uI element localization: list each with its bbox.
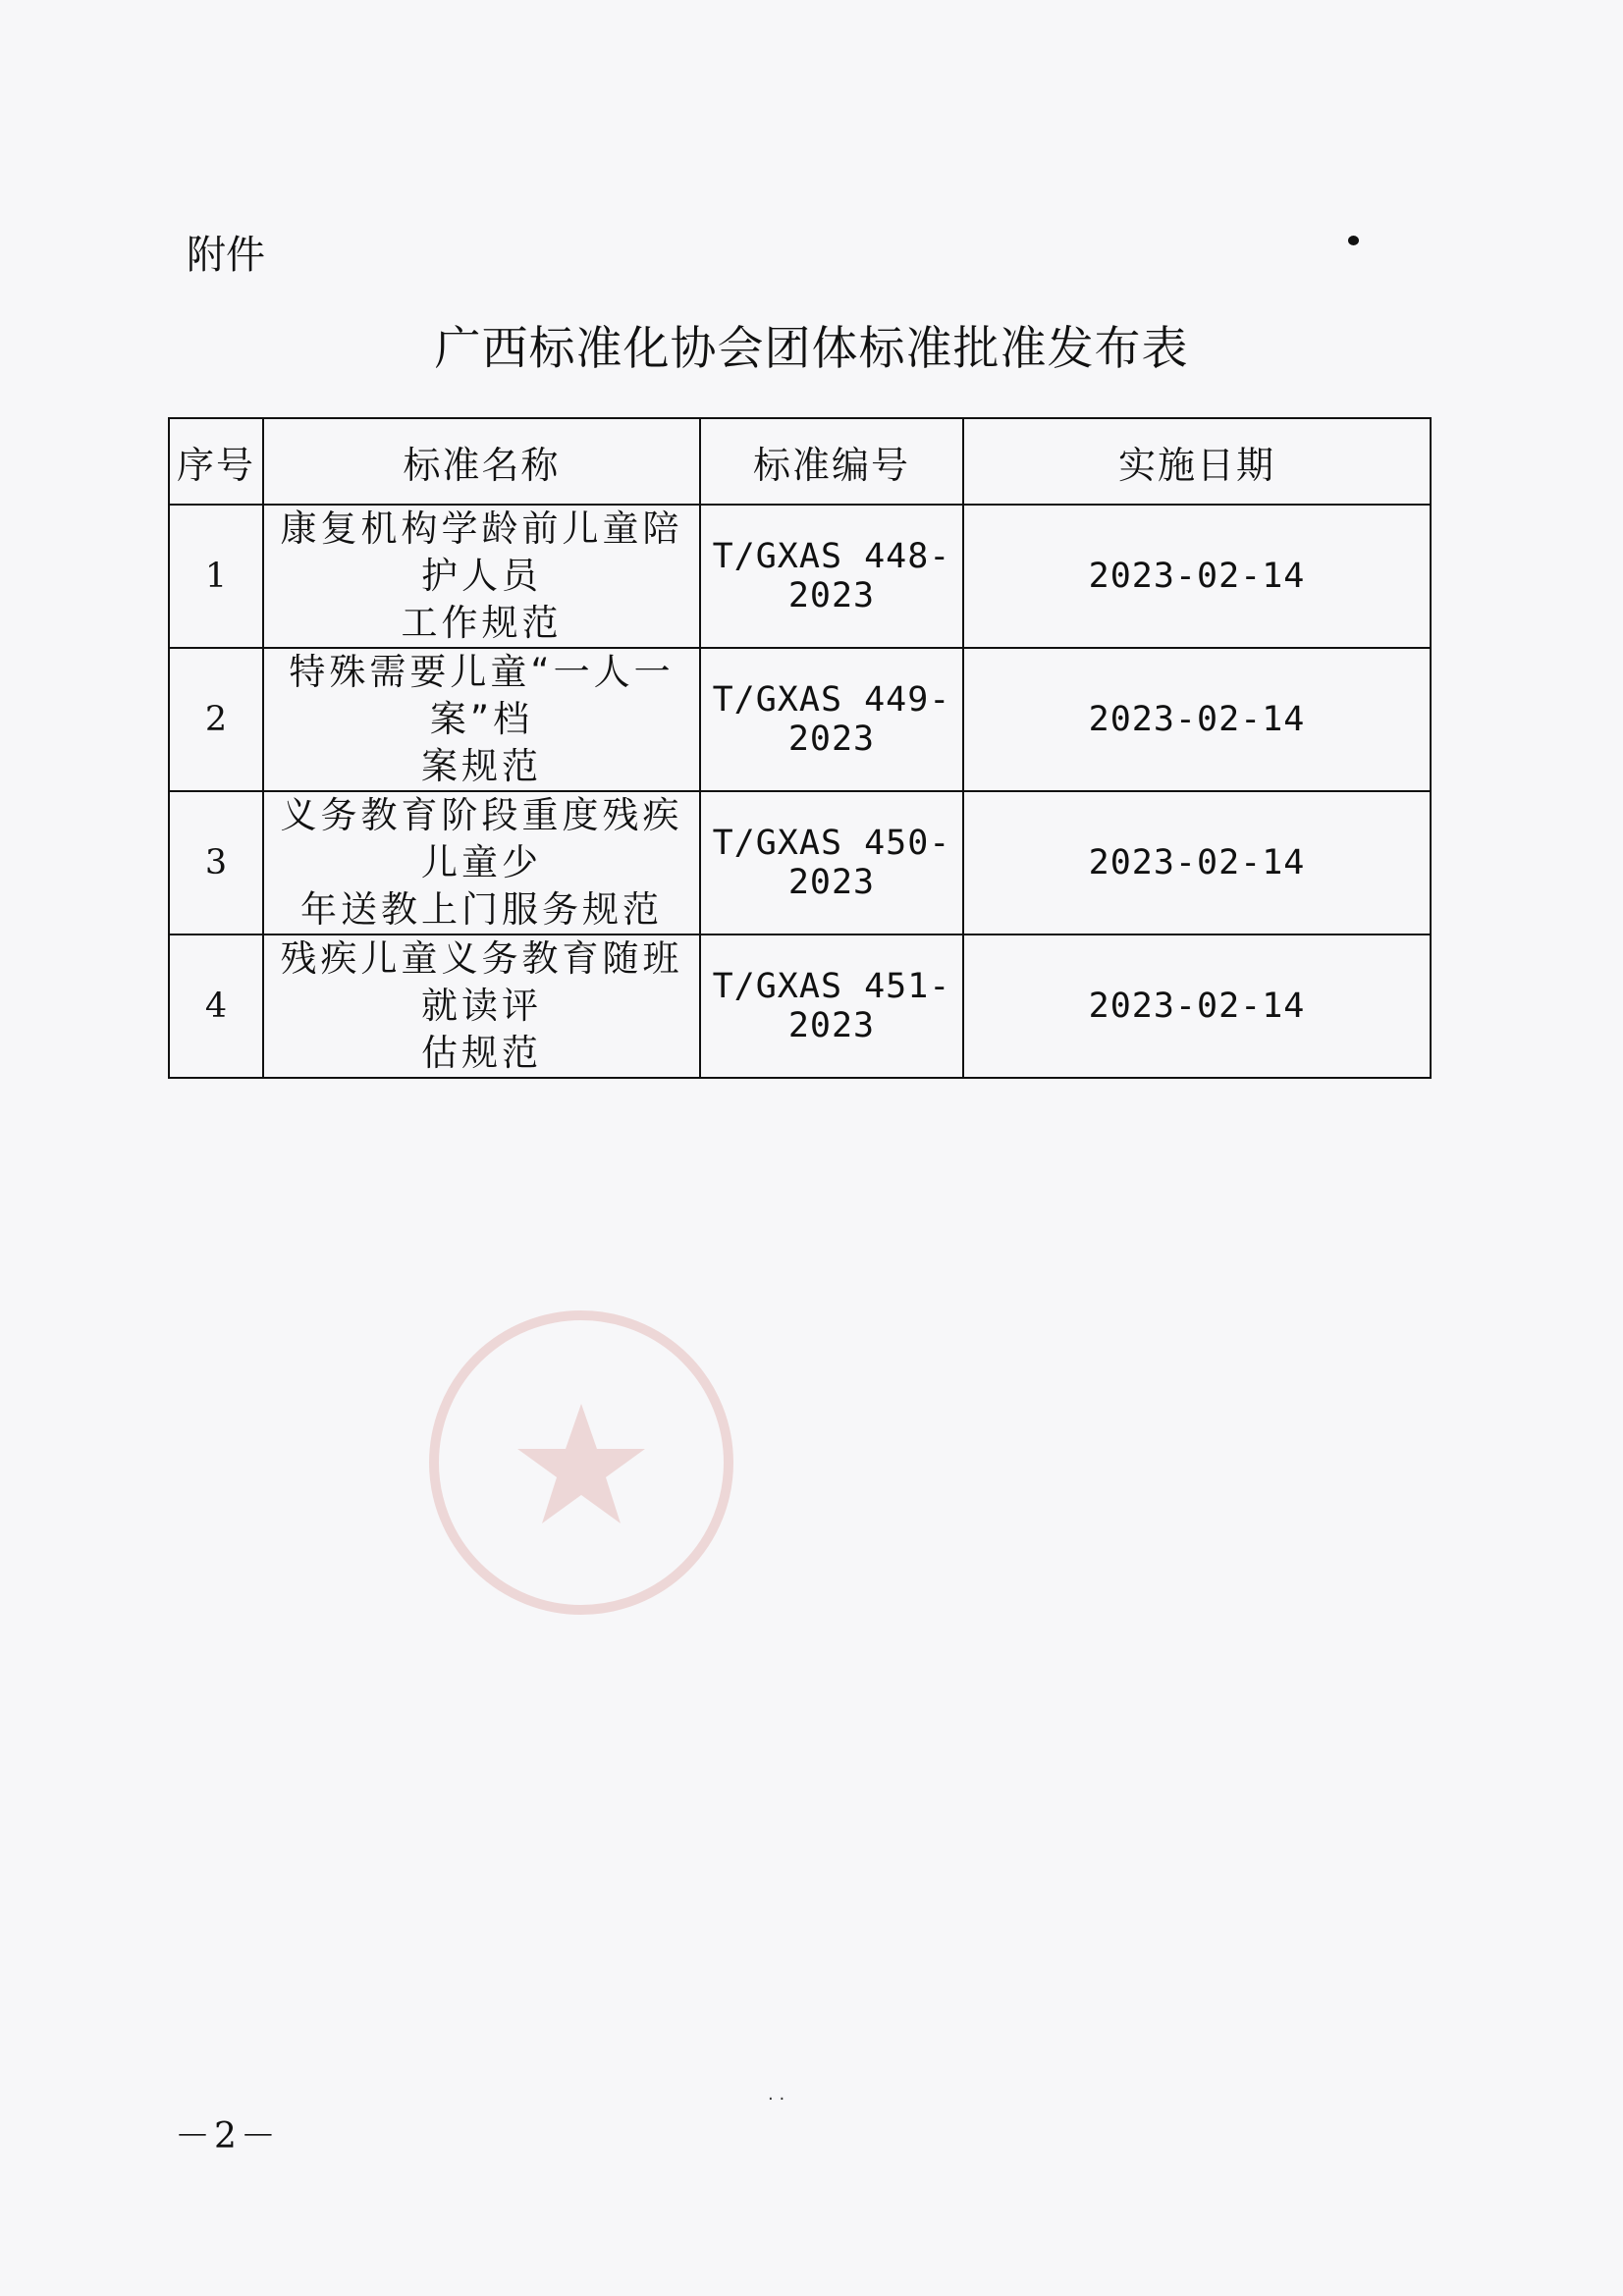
scan-dots: · · (768, 2089, 785, 2109)
cell-code: T/GXAS 448-2023 (700, 505, 963, 648)
cell-seq: 1 (169, 505, 263, 648)
cell-date: 2023-02-14 (963, 648, 1431, 791)
name-line: 特殊需要儿童“一人一案”档 (289, 651, 675, 740)
cell-code: T/GXAS 449-2023 (700, 648, 963, 791)
column-header-code: 标准编号 (700, 418, 963, 505)
cell-name (263, 791, 700, 934)
table-row (169, 648, 1431, 791)
name-line: 康复机构学龄前儿童陪护人员 (280, 507, 683, 597)
cell-name (263, 648, 700, 791)
column-header-date: 实施日期 (963, 418, 1431, 505)
table-row (169, 505, 1431, 648)
table-header-row (169, 418, 1431, 505)
cell-name (263, 505, 700, 648)
standards-table (168, 417, 1432, 1079)
scan-speck (1348, 236, 1359, 245)
cell-name (263, 934, 700, 1078)
name-line: 工作规范 (401, 602, 563, 644)
cell-code: T/GXAS 450-2023 (700, 791, 963, 934)
cell-date: 2023-02-14 (963, 791, 1431, 934)
column-header-seq: 序号 (169, 418, 263, 505)
name-line: 案规范 (421, 745, 542, 787)
name-line: 义务教育阶段重度残疾儿童少 (280, 794, 683, 883)
table-row (169, 934, 1431, 1078)
star-seal-icon (424, 1306, 738, 1620)
table-row (169, 791, 1431, 934)
cell-code: T/GXAS 451-2023 (700, 934, 963, 1078)
cell-date: 2023-02-14 (963, 934, 1431, 1078)
cell-seq: 2 (169, 648, 263, 791)
column-header-name: 标准名称 (263, 418, 700, 505)
document-title: 广西标准化协会团体标准批准发布表 (434, 322, 1189, 376)
cell-seq: 4 (169, 934, 263, 1078)
name-line: 估规范 (421, 1032, 542, 1074)
name-line: 年送教上门服务规范 (300, 888, 663, 931)
cell-seq: 3 (169, 791, 263, 934)
attachment-label: 附件 (187, 233, 265, 278)
name-line: 残疾儿童义务教育随班就读评 (280, 937, 683, 1027)
page-number: －2－ (175, 2116, 280, 2157)
cell-date: 2023-02-14 (963, 505, 1431, 648)
